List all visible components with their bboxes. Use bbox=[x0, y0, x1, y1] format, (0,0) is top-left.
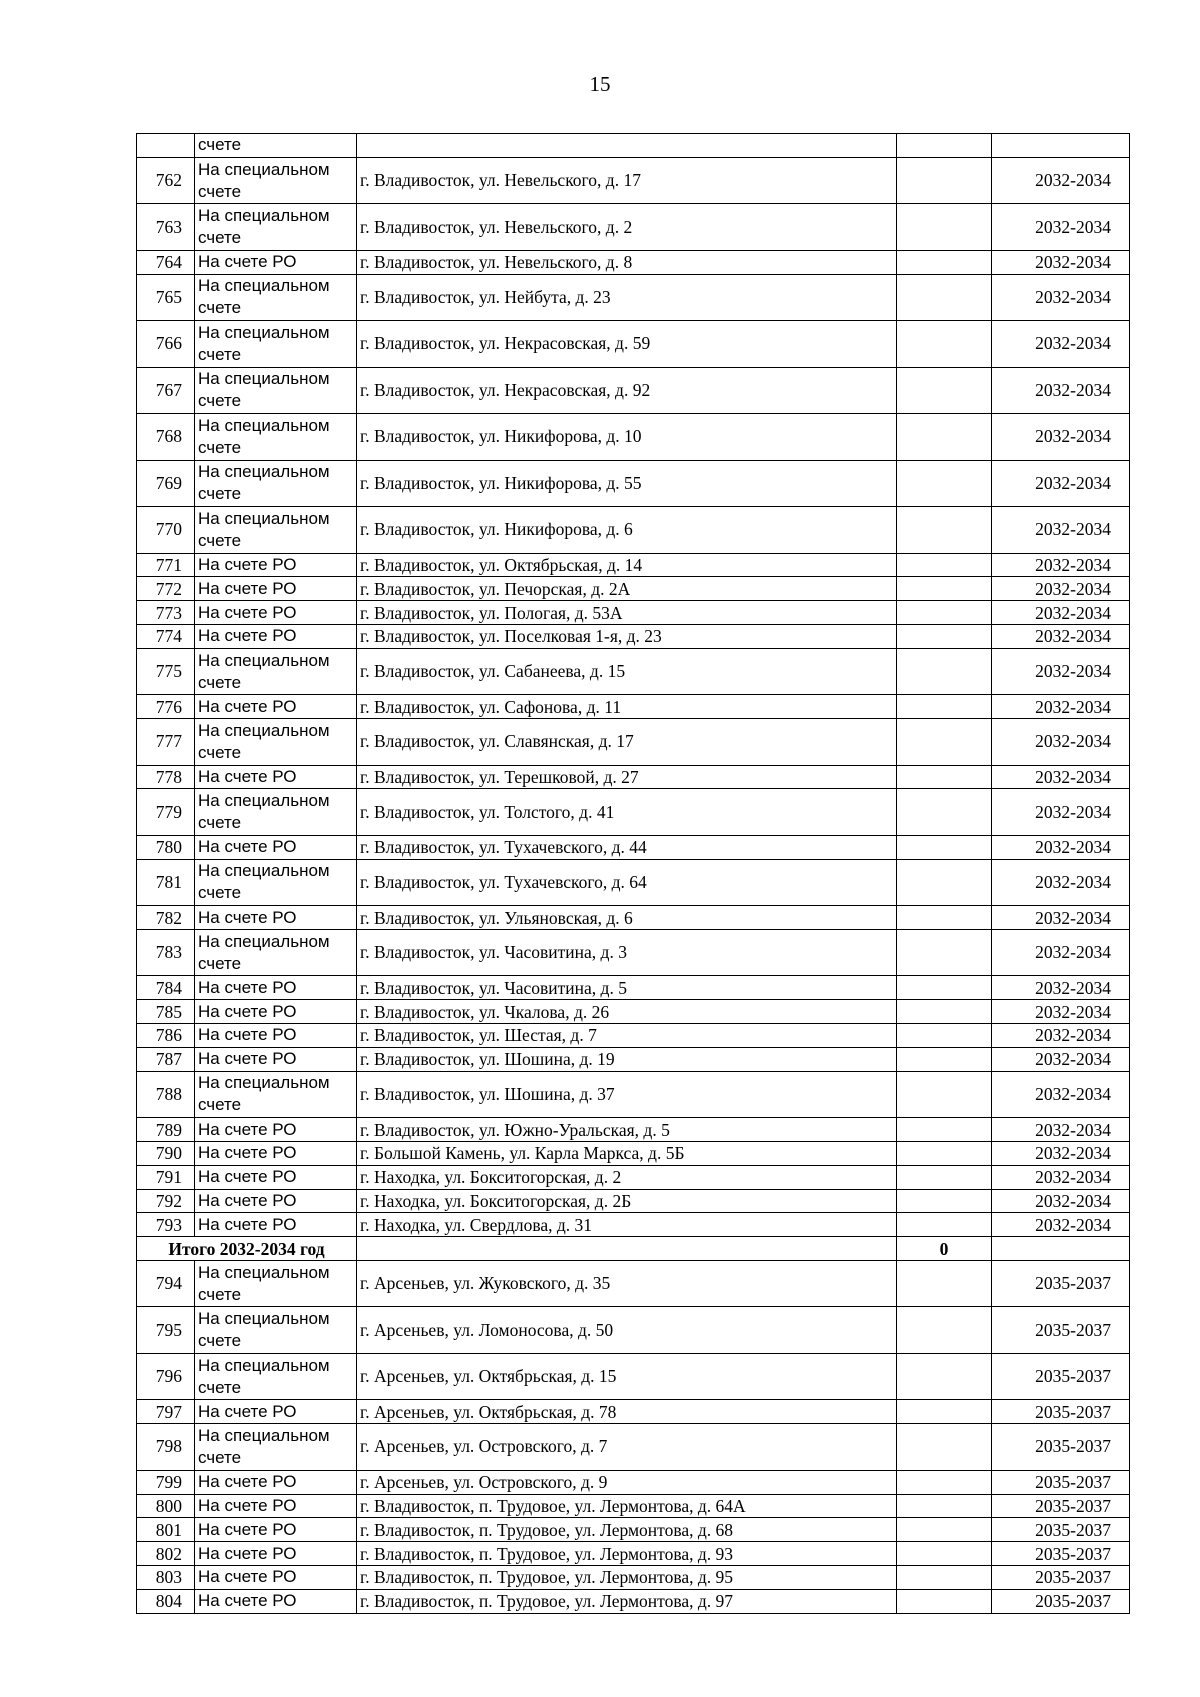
period-cell: 2032-2034 bbox=[992, 789, 1130, 836]
sum-cell bbox=[897, 929, 992, 976]
table-row bbox=[137, 1307, 1130, 1354]
table-row bbox=[137, 1047, 1130, 1071]
row-number-cell: 772 bbox=[137, 577, 195, 601]
table-row bbox=[137, 250, 1130, 274]
account-type-cell: На счете РО bbox=[195, 1400, 357, 1424]
total-label-cell: Итого 2032-2034 год bbox=[137, 1237, 357, 1261]
row-number-cell: 767 bbox=[137, 367, 195, 414]
row-number-cell: 770 bbox=[137, 507, 195, 554]
table-row bbox=[137, 1071, 1130, 1118]
period-cell: 2032-2034 bbox=[992, 274, 1130, 321]
period-cell: 2032-2034 bbox=[992, 1213, 1130, 1237]
table-row bbox=[137, 648, 1130, 695]
sum-cell bbox=[897, 1071, 992, 1118]
period-cell: 2032-2034 bbox=[992, 321, 1130, 368]
address-cell: г. Владивосток, ул. Тухачевского, д. 44 bbox=[357, 835, 897, 859]
account-type-cell: На счете РО bbox=[195, 906, 357, 930]
period-cell: 2035-2037 bbox=[992, 1518, 1130, 1542]
table-row bbox=[137, 765, 1130, 789]
row-number-cell: 803 bbox=[137, 1565, 195, 1589]
sum-cell bbox=[897, 1518, 992, 1542]
account-type-cell: На специальном счете bbox=[195, 929, 357, 976]
period-cell bbox=[992, 1237, 1130, 1261]
row-number-cell: 789 bbox=[137, 1118, 195, 1142]
table-row bbox=[137, 1470, 1130, 1494]
row-number-cell: 791 bbox=[137, 1165, 195, 1189]
row-number-cell: 793 bbox=[137, 1213, 195, 1237]
period-cell: 2032-2034 bbox=[992, 648, 1130, 695]
sum-cell bbox=[897, 250, 992, 274]
period-cell: 2032-2034 bbox=[992, 929, 1130, 976]
row-number-cell: 764 bbox=[137, 250, 195, 274]
account-type-cell: На счете РО bbox=[195, 1470, 357, 1494]
account-type-cell: счете bbox=[195, 134, 357, 158]
table-row bbox=[137, 1565, 1130, 1589]
row-number-cell: 780 bbox=[137, 835, 195, 859]
table-row bbox=[137, 789, 1130, 836]
table-row bbox=[137, 835, 1130, 859]
row-number-cell: 778 bbox=[137, 765, 195, 789]
period-cell: 2035-2037 bbox=[992, 1589, 1130, 1613]
table-row bbox=[137, 367, 1130, 414]
row-number-cell: 768 bbox=[137, 414, 195, 461]
account-type-cell: На специальном счете bbox=[195, 414, 357, 461]
period-cell: 2032-2034 bbox=[992, 1047, 1130, 1071]
row-number-cell bbox=[137, 134, 195, 158]
total-row bbox=[137, 1237, 1130, 1261]
address-cell: г. Владивосток, ул. Толстого, д. 41 bbox=[357, 789, 897, 836]
account-type-cell: На счете РО bbox=[195, 976, 357, 1000]
table-row bbox=[137, 906, 1130, 930]
sum-cell bbox=[897, 1118, 992, 1142]
table-row bbox=[137, 859, 1130, 906]
account-type-cell: На счете РО bbox=[195, 250, 357, 274]
period-cell: 2032-2034 bbox=[992, 719, 1130, 766]
address-cell: г. Владивосток, ул. Шошина, д. 37 bbox=[357, 1071, 897, 1118]
address-cell: г. Арсеньев, ул. Жуковского, д. 35 bbox=[357, 1260, 897, 1307]
sum-cell bbox=[897, 1307, 992, 1354]
period-cell: 2035-2037 bbox=[992, 1424, 1130, 1471]
address-cell bbox=[357, 134, 897, 158]
row-number-cell: 801 bbox=[137, 1518, 195, 1542]
table-row bbox=[137, 1141, 1130, 1165]
account-type-cell: На счете РО bbox=[195, 1141, 357, 1165]
row-number-cell: 782 bbox=[137, 906, 195, 930]
row-number-cell: 785 bbox=[137, 1000, 195, 1024]
address-cell: г. Владивосток, ул. Никифорова, д. 55 bbox=[357, 460, 897, 507]
period-cell: 2032-2034 bbox=[992, 1141, 1130, 1165]
sum-cell bbox=[897, 1141, 992, 1165]
account-type-cell: На специальном счете bbox=[195, 1307, 357, 1354]
account-type-cell: На специальном счете bbox=[195, 648, 357, 695]
sum-cell bbox=[897, 1047, 992, 1071]
row-number-cell: 792 bbox=[137, 1189, 195, 1213]
address-cell: г. Владивосток, п. Трудовое, ул. Лермонтова, д. 64А bbox=[357, 1494, 897, 1518]
sum-cell bbox=[897, 157, 992, 204]
account-type-cell: На счете РО bbox=[195, 1589, 357, 1613]
address-cell bbox=[357, 1237, 897, 1261]
sum-cell bbox=[897, 1565, 992, 1589]
period-cell: 2032-2034 bbox=[992, 204, 1130, 251]
account-type-cell: На счете РО bbox=[195, 1518, 357, 1542]
sum-cell bbox=[897, 976, 992, 1000]
sum-cell bbox=[897, 1213, 992, 1237]
sum-cell bbox=[897, 134, 992, 158]
account-type-cell: На счете РО bbox=[195, 577, 357, 601]
row-number-cell: 804 bbox=[137, 1589, 195, 1613]
address-cell: г. Владивосток, ул. Октябрьская, д. 14 bbox=[357, 553, 897, 577]
row-number-cell: 775 bbox=[137, 648, 195, 695]
period-cell: 2032-2034 bbox=[992, 1165, 1130, 1189]
period-cell: 2032-2034 bbox=[992, 367, 1130, 414]
row-number-cell: 763 bbox=[137, 204, 195, 251]
address-cell: г. Владивосток, п. Трудовое, ул. Лермонтова, д. 97 bbox=[357, 1589, 897, 1613]
address-cell: г. Владивосток, ул. Сафонова, д. 11 bbox=[357, 695, 897, 719]
account-type-cell: На специальном счете bbox=[195, 1260, 357, 1307]
sum-cell bbox=[897, 601, 992, 625]
table-row bbox=[137, 507, 1130, 554]
account-type-cell: На счете РО bbox=[195, 765, 357, 789]
address-cell: г. Находка, ул. Свердлова, д. 31 bbox=[357, 1213, 897, 1237]
address-cell: г. Арсеньев, ул. Островского, д. 7 bbox=[357, 1424, 897, 1471]
account-type-cell: На счете РО bbox=[195, 1047, 357, 1071]
row-number-cell: 779 bbox=[137, 789, 195, 836]
sum-cell bbox=[897, 719, 992, 766]
period-cell: 2032-2034 bbox=[992, 414, 1130, 461]
address-cell: г. Владивосток, ул. Никифорова, д. 6 bbox=[357, 507, 897, 554]
row-number-cell: 783 bbox=[137, 929, 195, 976]
period-cell: 2032-2034 bbox=[992, 835, 1130, 859]
sum-cell bbox=[897, 1165, 992, 1189]
period-cell: 2035-2037 bbox=[992, 1307, 1130, 1354]
row-number-cell: 800 bbox=[137, 1494, 195, 1518]
period-cell: 2032-2034 bbox=[992, 765, 1130, 789]
row-number-cell: 762 bbox=[137, 157, 195, 204]
row-number-cell: 776 bbox=[137, 695, 195, 719]
table-row bbox=[137, 157, 1130, 204]
row-number-cell: 790 bbox=[137, 1141, 195, 1165]
housing-fund-table bbox=[136, 133, 1130, 1614]
row-number-cell: 784 bbox=[137, 976, 195, 1000]
row-number-cell: 786 bbox=[137, 1024, 195, 1048]
account-type-cell: На специальном счете bbox=[195, 460, 357, 507]
period-cell: 2032-2034 bbox=[992, 1024, 1130, 1048]
address-cell: г. Владивосток, ул. Ульяновская, д. 6 bbox=[357, 906, 897, 930]
sum-cell bbox=[897, 695, 992, 719]
row-number-cell: 787 bbox=[137, 1047, 195, 1071]
address-cell: г. Арсеньев, ул. Октябрьская, д. 15 bbox=[357, 1353, 897, 1400]
address-cell: г. Владивосток, ул. Печорская, д. 2А bbox=[357, 577, 897, 601]
account-type-cell: На счете РО bbox=[195, 1189, 357, 1213]
sum-cell bbox=[897, 624, 992, 648]
sum-cell bbox=[897, 859, 992, 906]
sum-cell bbox=[897, 1024, 992, 1048]
account-type-cell: На специальном счете bbox=[195, 789, 357, 836]
account-type-cell: На специальном счете bbox=[195, 157, 357, 204]
period-cell: 2035-2037 bbox=[992, 1494, 1130, 1518]
address-cell: г. Владивосток, ул. Невельского, д. 2 bbox=[357, 204, 897, 251]
account-type-cell: На специальном счете bbox=[195, 1071, 357, 1118]
sum-cell bbox=[897, 321, 992, 368]
period-cell: 2032-2034 bbox=[992, 1071, 1130, 1118]
period-cell: 2032-2034 bbox=[992, 157, 1130, 204]
table-row bbox=[137, 274, 1130, 321]
address-cell: г. Владивосток, ул. Поселковая 1-я, д. 23 bbox=[357, 624, 897, 648]
row-number-cell: 794 bbox=[137, 1260, 195, 1307]
sum-cell bbox=[897, 1189, 992, 1213]
row-number-cell: 799 bbox=[137, 1470, 195, 1494]
total-sum-cell: 0 bbox=[897, 1237, 992, 1261]
table-row bbox=[137, 1024, 1130, 1048]
period-cell: 2032-2034 bbox=[992, 624, 1130, 648]
period-cell: 2035-2037 bbox=[992, 1470, 1130, 1494]
account-type-cell: На счете РО bbox=[195, 1213, 357, 1237]
address-cell: г. Владивосток, ул. Сабанеева, д. 15 bbox=[357, 648, 897, 695]
account-type-cell: На специальном счете bbox=[195, 367, 357, 414]
period-cell: 2032-2034 bbox=[992, 859, 1130, 906]
period-cell: 2035-2037 bbox=[992, 1542, 1130, 1566]
period-cell: 2035-2037 bbox=[992, 1400, 1130, 1424]
sum-cell bbox=[897, 1589, 992, 1613]
table-row bbox=[137, 976, 1130, 1000]
table-row bbox=[137, 1494, 1130, 1518]
sum-cell bbox=[897, 1542, 992, 1566]
period-cell: 2032-2034 bbox=[992, 577, 1130, 601]
address-cell: г. Владивосток, п. Трудовое, ул. Лермонтова, д. 68 bbox=[357, 1518, 897, 1542]
row-number-cell: 766 bbox=[137, 321, 195, 368]
account-type-cell: На счете РО bbox=[195, 1542, 357, 1566]
account-type-cell: На счете РО bbox=[195, 553, 357, 577]
account-type-cell: На счете РО bbox=[195, 1494, 357, 1518]
account-type-cell: На счете РО bbox=[195, 624, 357, 648]
account-type-cell: На специальном счете bbox=[195, 321, 357, 368]
address-cell: г. Владивосток, ул. Никифорова, д. 10 bbox=[357, 414, 897, 461]
period-cell: 2032-2034 bbox=[992, 976, 1130, 1000]
address-cell: г. Владивосток, ул. Часовитина, д. 3 bbox=[357, 929, 897, 976]
sum-cell bbox=[897, 460, 992, 507]
account-type-cell: На специальном счете bbox=[195, 859, 357, 906]
account-type-cell: На счете РО bbox=[195, 1565, 357, 1589]
account-type-cell: На счете РО bbox=[195, 1118, 357, 1142]
period-cell: 2032-2034 bbox=[992, 460, 1130, 507]
table-row bbox=[137, 1400, 1130, 1424]
period-cell: 2032-2034 bbox=[992, 507, 1130, 554]
sum-cell bbox=[897, 906, 992, 930]
address-cell: г. Владивосток, ул. Терешковой, д. 27 bbox=[357, 765, 897, 789]
period-cell: 2032-2034 bbox=[992, 601, 1130, 625]
address-cell: г. Находка, ул. Бокситогорская, д. 2Б bbox=[357, 1189, 897, 1213]
table-row bbox=[137, 1589, 1130, 1613]
address-cell: г. Владивосток, ул. Пологая, д. 53А bbox=[357, 601, 897, 625]
sum-cell bbox=[897, 1000, 992, 1024]
period-cell: 2032-2034 bbox=[992, 250, 1130, 274]
row-number-cell: 788 bbox=[137, 1071, 195, 1118]
account-type-cell: На специальном счете bbox=[195, 204, 357, 251]
sum-cell bbox=[897, 648, 992, 695]
sum-cell bbox=[897, 367, 992, 414]
table-row bbox=[137, 1353, 1130, 1400]
period-cell: 2032-2034 bbox=[992, 906, 1130, 930]
table-row bbox=[137, 601, 1130, 625]
period-cell: 2035-2037 bbox=[992, 1353, 1130, 1400]
period-cell: 2032-2034 bbox=[992, 553, 1130, 577]
period-cell: 2032-2034 bbox=[992, 1118, 1130, 1142]
account-type-cell: На специальном счете bbox=[195, 719, 357, 766]
period-cell: 2035-2037 bbox=[992, 1565, 1130, 1589]
sum-cell bbox=[897, 765, 992, 789]
sum-cell bbox=[897, 507, 992, 554]
account-type-cell: На счете РО bbox=[195, 1000, 357, 1024]
address-cell: г. Владивосток, ул. Славянская, д. 17 bbox=[357, 719, 897, 766]
address-cell: г. Находка, ул. Бокситогорская, д. 2 bbox=[357, 1165, 897, 1189]
row-number-cell: 796 bbox=[137, 1353, 195, 1400]
table-body bbox=[137, 134, 1130, 1614]
sum-cell bbox=[897, 1470, 992, 1494]
row-number-cell: 765 bbox=[137, 274, 195, 321]
table-row bbox=[137, 321, 1130, 368]
row-number-cell: 802 bbox=[137, 1542, 195, 1566]
row-number-cell: 769 bbox=[137, 460, 195, 507]
address-cell: г. Арсеньев, ул. Островского, д. 9 bbox=[357, 1470, 897, 1494]
sum-cell bbox=[897, 274, 992, 321]
row-number-cell: 771 bbox=[137, 553, 195, 577]
period-cell: 2032-2034 bbox=[992, 695, 1130, 719]
account-type-cell: На счете РО bbox=[195, 1024, 357, 1048]
account-type-cell: На специальном счете bbox=[195, 1353, 357, 1400]
table-row bbox=[137, 204, 1130, 251]
address-cell: г. Владивосток, ул. Тухачевского, д. 64 bbox=[357, 859, 897, 906]
address-cell: г. Владивосток, ул. Нейбута, д. 23 bbox=[357, 274, 897, 321]
sum-cell bbox=[897, 414, 992, 461]
account-type-cell: На счете РО bbox=[195, 695, 357, 719]
account-type-cell: На счете РО bbox=[195, 1165, 357, 1189]
sum-cell bbox=[897, 789, 992, 836]
address-cell: г. Владивосток, ул. Южно-Уральская, д. 5 bbox=[357, 1118, 897, 1142]
table-row bbox=[137, 460, 1130, 507]
sum-cell bbox=[897, 835, 992, 859]
address-cell: г. Владивосток, ул. Часовитина, д. 5 bbox=[357, 976, 897, 1000]
sum-cell bbox=[897, 1260, 992, 1307]
address-cell: г. Владивосток, ул. Шестая, д. 7 bbox=[357, 1024, 897, 1048]
table-row bbox=[137, 624, 1130, 648]
table-row bbox=[137, 1542, 1130, 1566]
address-cell: г. Владивосток, п. Трудовое, ул. Лермонтова, д. 93 bbox=[357, 1542, 897, 1566]
period-cell: 2032-2034 bbox=[992, 1189, 1130, 1213]
table-row bbox=[137, 1165, 1130, 1189]
row-number-cell: 797 bbox=[137, 1400, 195, 1424]
table-row bbox=[137, 553, 1130, 577]
period-cell bbox=[992, 134, 1130, 158]
account-type-cell: На специальном счете bbox=[195, 1424, 357, 1471]
row-number-cell: 798 bbox=[137, 1424, 195, 1471]
table-row bbox=[137, 1424, 1130, 1471]
sum-cell bbox=[897, 577, 992, 601]
sum-cell bbox=[897, 553, 992, 577]
address-cell: г. Владивосток, ул. Некрасовская, д. 92 bbox=[357, 367, 897, 414]
row-number-cell: 795 bbox=[137, 1307, 195, 1354]
row-number-cell: 773 bbox=[137, 601, 195, 625]
address-cell: г. Владивосток, ул. Чкалова, д. 26 bbox=[357, 1000, 897, 1024]
table-row bbox=[137, 1000, 1130, 1024]
account-type-cell: На счете РО bbox=[195, 835, 357, 859]
page-number: 15 bbox=[589, 72, 611, 96]
account-type-cell: На специальном счете bbox=[195, 507, 357, 554]
table-row bbox=[137, 1118, 1130, 1142]
sum-cell bbox=[897, 1424, 992, 1471]
table-row bbox=[137, 1260, 1130, 1307]
table-row bbox=[137, 695, 1130, 719]
table-row bbox=[137, 929, 1130, 976]
table-row bbox=[137, 1518, 1130, 1542]
account-type-cell: На специальном счете bbox=[195, 274, 357, 321]
table-row bbox=[137, 1213, 1130, 1237]
row-number-cell: 777 bbox=[137, 719, 195, 766]
sum-cell bbox=[897, 1400, 992, 1424]
table-row bbox=[137, 577, 1130, 601]
address-cell: г. Большой Камень, ул. Карла Маркса, д. 5Б bbox=[357, 1141, 897, 1165]
table-row bbox=[137, 414, 1130, 461]
table-row-continuation bbox=[137, 134, 1130, 158]
table-row bbox=[137, 1189, 1130, 1213]
sum-cell bbox=[897, 1353, 992, 1400]
sum-cell bbox=[897, 204, 992, 251]
row-number-cell: 781 bbox=[137, 859, 195, 906]
address-cell: г. Владивосток, п. Трудовое, ул. Лермонтова, д. 95 bbox=[357, 1565, 897, 1589]
address-cell: г. Владивосток, ул. Невельского, д. 17 bbox=[357, 157, 897, 204]
period-cell: 2032-2034 bbox=[992, 1000, 1130, 1024]
address-cell: г. Арсеньев, ул. Октябрьская, д. 78 bbox=[357, 1400, 897, 1424]
period-cell: 2035-2037 bbox=[992, 1260, 1130, 1307]
row-number-cell: 774 bbox=[137, 624, 195, 648]
address-cell: г. Владивосток, ул. Шошина, д. 19 bbox=[357, 1047, 897, 1071]
address-cell: г. Арсеньев, ул. Ломоносова, д. 50 bbox=[357, 1307, 897, 1354]
address-cell: г. Владивосток, ул. Некрасовская, д. 59 bbox=[357, 321, 897, 368]
address-cell: г. Владивосток, ул. Невельского, д. 8 bbox=[357, 250, 897, 274]
table-row bbox=[137, 719, 1130, 766]
sum-cell bbox=[897, 1494, 992, 1518]
account-type-cell: На счете РО bbox=[195, 601, 357, 625]
